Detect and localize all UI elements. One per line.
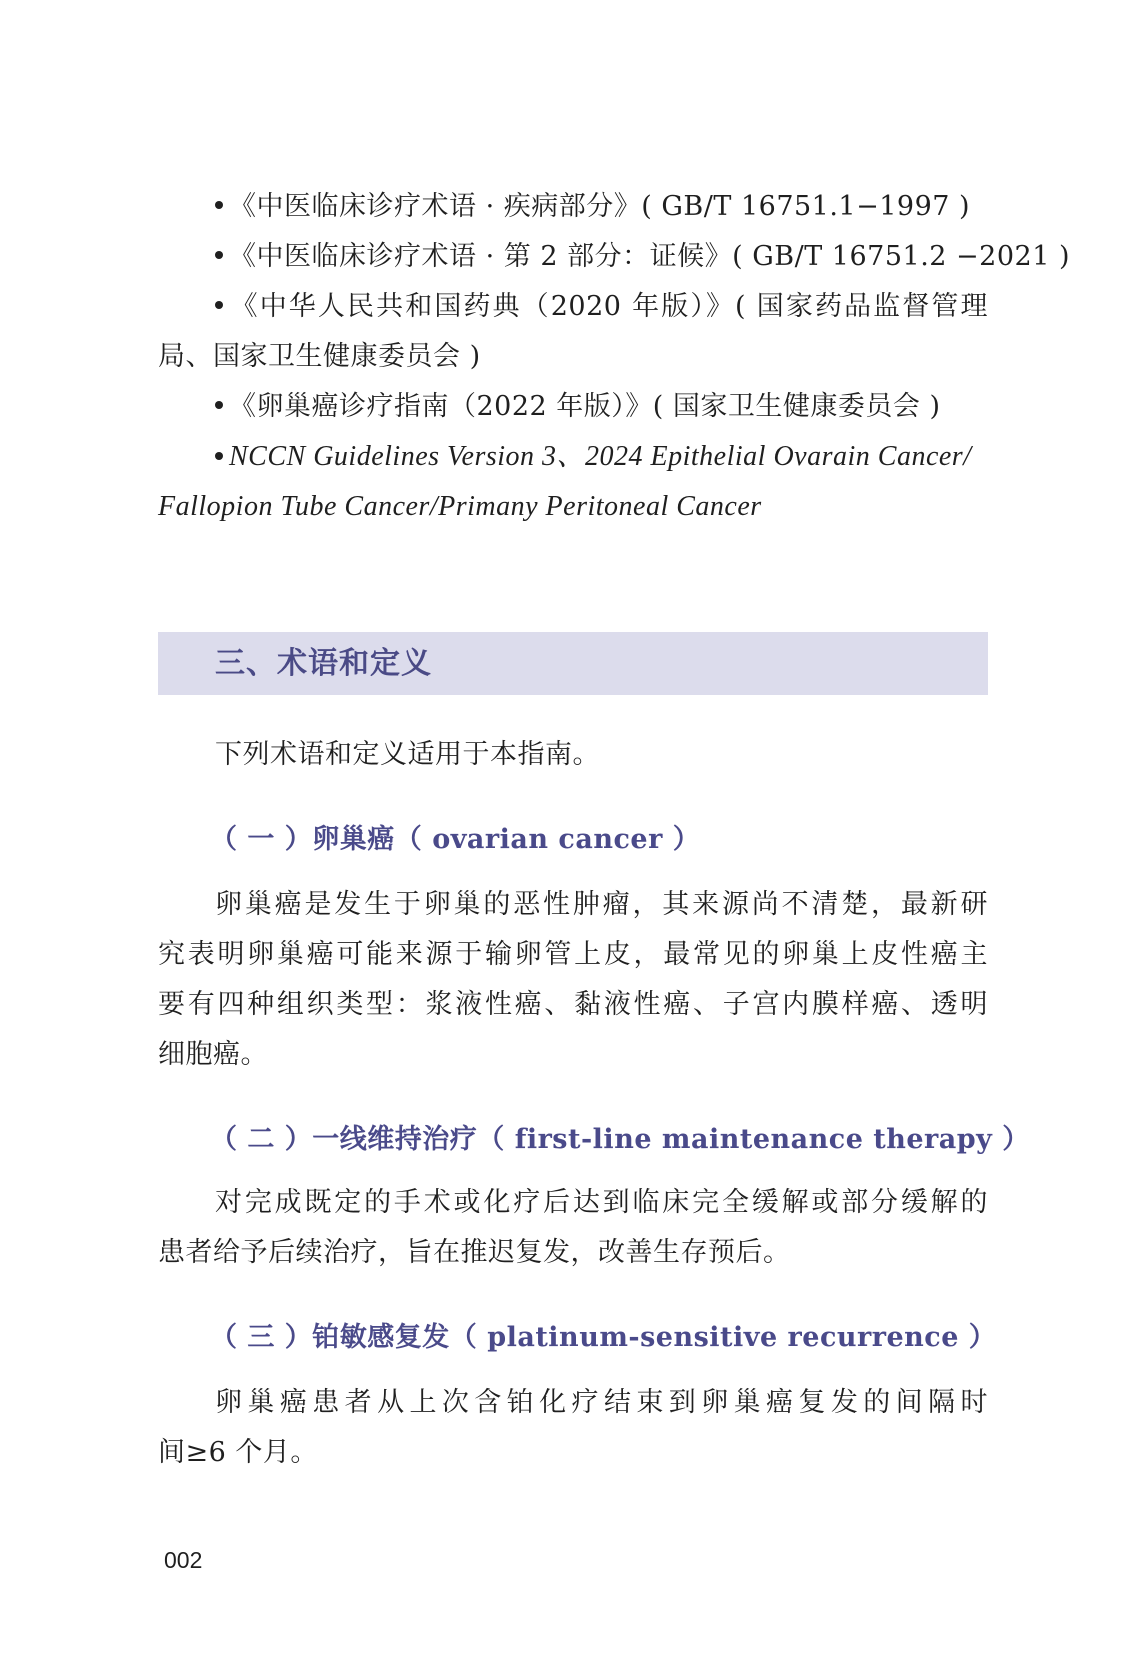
bullet-icon	[215, 301, 223, 309]
reference-item: 《中医临床诊疗术语 · 疾病部分》( GB/T 16751.1−1997 )	[215, 190, 988, 224]
reference-item: 《卵巢癌诊疗指南（2022 年版）》( 国家卫生健康委员会 )	[215, 390, 988, 424]
term-body-line: 细胞癌。	[158, 1039, 268, 1070]
term-body-line: 卵巢癌患者从上次含铂化疗结束到卵巢癌复发的间隔时	[215, 1387, 988, 1418]
reference-item: 《中医临床诊疗术语 · 第 2 部分：证候》( GB/T 16751.2 −2021 )	[215, 240, 988, 274]
term-body-line: 间≥6 个月。	[158, 1437, 318, 1468]
term-body-line: 对完成既定的手术或化疗后达到临床完全缓解或部分缓解的	[215, 1187, 988, 1218]
reference-item-continuation: Fallopion Tube Cancer/Primany Peritoneal Cancer	[158, 491, 762, 522]
term-body-line: 患者给予后续治疗，旨在推迟复发，改善生存预后。	[158, 1237, 791, 1268]
term-heading: （ 三 ）铂敏感复发（ platinum-sensitive recurrence ）	[210, 1322, 997, 1353]
page-number: 002	[164, 1547, 203, 1573]
term-body-line: 卵巢癌是发生于卵巢的恶性肿瘤，其来源尚不清楚，最新研	[215, 889, 988, 920]
term-heading: （ 二 ）一线维持治疗（ first-line maintenance therapy ）	[210, 1124, 1030, 1155]
bullet-icon	[215, 251, 223, 259]
bullet-icon	[215, 201, 223, 209]
reference-item: NCCN Guidelines Version 3、2024 Epithelial Ovarain Cancer/	[215, 440, 988, 474]
term-body-line: 究表明卵巢癌可能来源于输卵管上皮，最常见的卵巢上皮性癌主	[158, 939, 988, 970]
reference-item-continuation: 局、国家卫生健康委员会 )	[158, 341, 481, 372]
term-heading: （ 一 ）卵巢癌（ ovarian cancer ）	[210, 824, 701, 855]
section-intro: 下列术语和定义适用于本指南。	[215, 739, 600, 770]
reference-item: 《中华人民共和国药典（2020 年版）》( 国家药品监督管理	[215, 290, 988, 324]
bullet-icon	[215, 452, 223, 460]
bullet-icon	[215, 401, 223, 409]
section-title: 三、术语和定义	[215, 646, 432, 681]
term-body-line: 要有四种组织类型：浆液性癌、黏液性癌、子宫内膜样癌、透明	[158, 989, 988, 1020]
